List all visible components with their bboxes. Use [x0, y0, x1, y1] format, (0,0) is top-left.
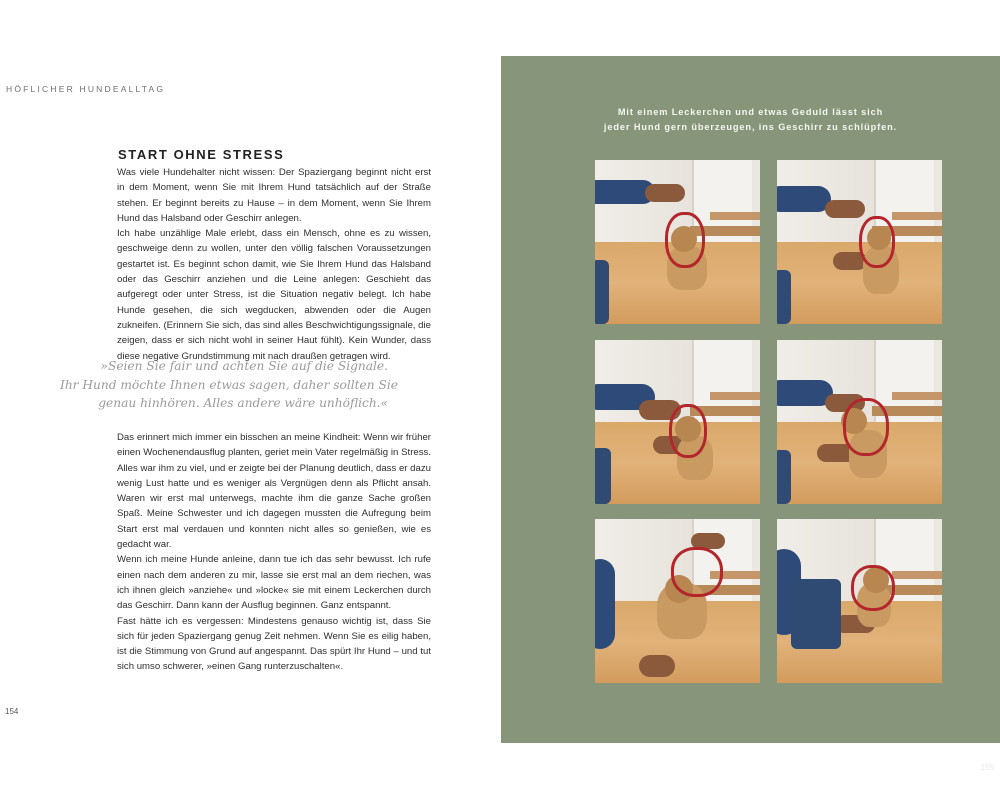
harness-photo-5 — [595, 519, 760, 683]
body-paragraph: Fast hätte ich es vergessen: Mindestens genauso wichtig ist, dass Sie sich für jeden Spaziergang genug Zeit nehmen. Wenn Sie es eilig haben, ist die Stimmung von Grund auf angespannt. Das spürt Ihr Hund – und tut sich umso schwerer, »einen Gang runterzuschalten«. — [117, 615, 431, 673]
body-paragraph: Ich habe unzählige Male erlebt, dass ein Mensch, ohne es zu wissen, geschweige denn zu wollen, unter den völlig falschen Voraussetzungen gestartet ist. Es beginnt schon damit, wie Sie Ihrem Hund das Halsband oder das Geschirr anziehen und die Leine anlegen: Geschieht das aufgeregt oder unter Stress, ist die Situation negativ belegt. Ich habe Hunde gesehen, die sich wegducken, abwenden oder die Augen zukneifen. (Erinnern Sie sich, das sind alles Beschwichtigungssignale, die zeigen, dass er sich nicht wohl in seiner Haut fühlt). Kein Wunder, dass diese negative Grundstimmung mit nach draußen getragen wird. — [117, 228, 431, 362]
body-paragraph: Wenn ich meine Hunde anleine, dann tue ich das sehr bewusst. Ich rufe einen nach dem anderen zu mir, lasse sie erst mal an dem riechen, was ich ihnen gleich »anziehe« und »locke« sie mit einem Leckerchen durch das Geschirr. Dann kann der Ausflug beginnen. Ganz entspannt. — [117, 554, 431, 612]
section-title: START OHNE STRESS — [118, 147, 285, 162]
caption-line: Mit einem Leckerchen und etwas Geduld lässt sich — [617, 107, 884, 117]
pull-quote-line: genau hinhören. Alles andere wäre unhöflich.« — [98, 396, 388, 410]
photo-caption — [501, 105, 1000, 135]
page-number-left: 154 — [5, 707, 19, 716]
harness-photo-3 — [595, 340, 760, 504]
running-head: HÖFLICHER HUNDEALLTAG — [6, 84, 166, 94]
body-text-block-2 — [117, 430, 431, 675]
pull-quote — [60, 357, 398, 413]
harness-photo-2 — [777, 160, 942, 324]
right-page — [501, 56, 1000, 772]
body-paragraph: Das erinnert mich immer ein bisschen an meine Kindheit: Wenn wir früher einen Wochenendausflug planten, geriet mein Vater regelmäßig in Stress. Alles war ihm zu viel, und er zeigte bei der Planung deutlich, dass er dazu wenig Lust hatte und es weniger als Vergnügen denn als Pflicht ansah. Waren wir erst mal unterwegs, machte ihm die ganze Sache großen Spaß. Meine Schwester und ich dagegen mussten die Aufregung beim Start erst mal verdauen und konnten nicht alles so genießen, wie es gedacht war. — [117, 432, 431, 551]
harness-photo-4 — [777, 340, 942, 504]
harness-photo-1 — [595, 160, 760, 324]
page-number-right: 155 — [980, 763, 994, 772]
body-text-block-1 — [117, 165, 431, 364]
body-paragraph: Was viele Hundehalter nicht wissen: Der Spaziergang beginnt nicht erst in dem Moment, wenn Sie mit Ihrem Hund tatsächlich auf der Straße stehen. Er beginnt bereits zu Hause – in dem Moment, wenn Sie Ihrem Hund das Halsband oder Geschirr anlegen. — [117, 167, 431, 224]
caption-line: jeder Hund gern überzeugen, ins Geschirr zu schlüpfen. — [603, 122, 898, 132]
harness-photo-6 — [777, 519, 942, 683]
pull-quote-line: Ihr Hund möchte Ihnen etwas sagen, daher sollten Sie — [60, 377, 398, 392]
pull-quote-line: »Seien Sie fair und achten Sie auf die Signale. — [100, 359, 388, 373]
